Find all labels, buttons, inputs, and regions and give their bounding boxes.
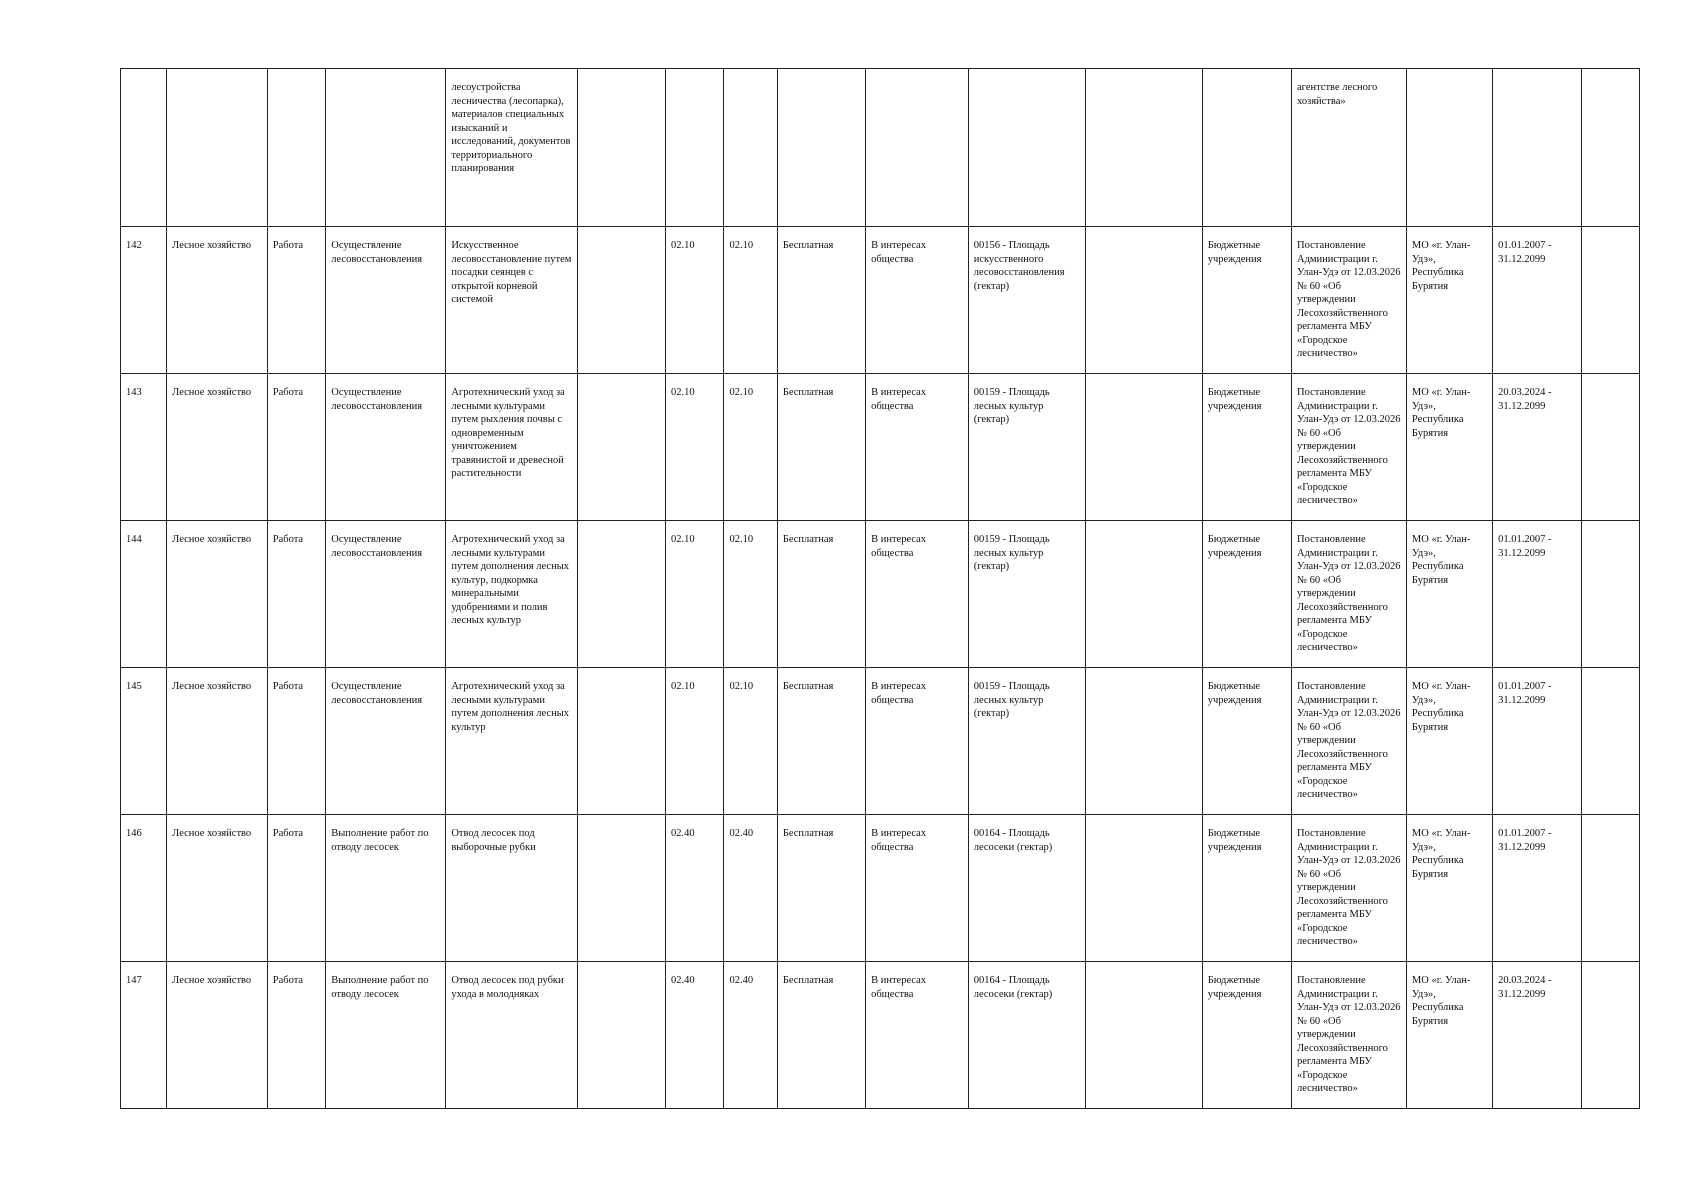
cell-name: Осуществление лесовосстановления	[326, 227, 446, 374]
cell-period: 20.03.2024 - 31.12.2099	[1493, 374, 1582, 521]
cell-sphere: Лесное хозяйство	[167, 227, 268, 374]
cell-sphere: Лесное хозяйство	[167, 374, 268, 521]
cell-act: агентстве лесного хозяйства»	[1291, 69, 1406, 227]
cell-empty	[1085, 227, 1202, 374]
cell-type	[267, 69, 326, 227]
cell-empty	[1085, 815, 1202, 962]
cell-territory	[1406, 69, 1492, 227]
cell-code2	[724, 69, 777, 227]
cell-consumers: Бюджетные учреждения	[1202, 815, 1291, 962]
cell-pay: Бесплатная	[777, 374, 865, 521]
cell-sphere: Лесное хозяйство	[167, 521, 268, 668]
cell-type: Работа	[267, 227, 326, 374]
cell-territory: МО «г. Улан-Удэ», Республика Бурятия	[1406, 374, 1492, 521]
cell-code2: 02.40	[724, 962, 777, 1109]
cell-interest: В интересах общества	[866, 815, 969, 962]
table-row	[121, 521, 1640, 668]
cell-act: Постановление Администрации г. Улан-Удэ от 12.03.2026 № 60 «Об утверждении Лесохозяйственного регламента МБУ «Городское лесничество»	[1291, 374, 1406, 521]
cell-code1: 02.10	[665, 374, 724, 521]
cell-act: Постановление Администрации г. Улан-Удэ от 12.03.2026 № 60 «Об утверждении Лесохозяйственного регламента МБУ «Городское лесничество»	[1291, 227, 1406, 374]
table-row	[121, 227, 1640, 374]
cell-interest: В интересах общества	[866, 668, 969, 815]
cell-interest: В интересах общества	[866, 962, 969, 1109]
cell-num: 146	[121, 815, 167, 962]
cell-territory: МО «г. Улан-Удэ», Республика Бурятия	[1406, 668, 1492, 815]
cell-indicator	[968, 69, 1085, 227]
cell-num: 144	[121, 521, 167, 668]
cell-empty	[1085, 374, 1202, 521]
cell-content: Агротехнический уход за лесными культурами путем дополнения лесных культур	[446, 668, 577, 815]
services-registry-table	[120, 68, 1640, 1109]
cell-period: 20.03.2024 - 31.12.2099	[1493, 962, 1582, 1109]
cell-empty	[1085, 521, 1202, 668]
cell-name: Осуществление лесовосстановления	[326, 374, 446, 521]
cell-empty	[577, 962, 665, 1109]
table-row	[121, 815, 1640, 962]
cell-content: лесоустройства лесничества (лесопарка), материалов специальных изысканий и исследований, документов территориального планирования	[446, 69, 577, 227]
cell-pay: Бесплатная	[777, 521, 865, 668]
cell-code2: 02.40	[724, 815, 777, 962]
cell-code2: 02.10	[724, 227, 777, 374]
cell-territory: МО «г. Улан-Удэ», Республика Бурятия	[1406, 227, 1492, 374]
cell-empty	[1582, 668, 1640, 815]
cell-empty	[1582, 374, 1640, 521]
cell-empty	[1085, 668, 1202, 815]
cell-pay	[777, 69, 865, 227]
cell-name: Выполнение работ по отводу лесосек	[326, 815, 446, 962]
cell-content: Отвод лесосек под выборочные рубки	[446, 815, 577, 962]
cell-name: Выполнение работ по отводу лесосек	[326, 962, 446, 1109]
cell-indicator: 00164 - Площадь лесосеки (гектар)	[968, 815, 1085, 962]
cell-content: Агротехнический уход за лесными культурами путем рыхления почвы с одновременным уничтожением травянистой и древесной растительности	[446, 374, 577, 521]
cell-sphere: Лесное хозяйство	[167, 668, 268, 815]
cell-empty	[1582, 227, 1640, 374]
cell-num: 145	[121, 668, 167, 815]
cell-territory: МО «г. Улан-Удэ», Республика Бурятия	[1406, 521, 1492, 668]
cell-empty	[577, 815, 665, 962]
cell-period: 01.01.2007 - 31.12.2099	[1493, 668, 1582, 815]
cell-indicator: 00156 - Площадь искусственного лесовосстановления (гектар)	[968, 227, 1085, 374]
cell-indicator: 00164 - Площадь лесосеки (гектар)	[968, 962, 1085, 1109]
cell-code2: 02.10	[724, 521, 777, 668]
cell-name: Осуществление лесовосстановления	[326, 521, 446, 668]
table-row	[121, 668, 1640, 815]
cell-consumers: Бюджетные учреждения	[1202, 962, 1291, 1109]
cell-act: Постановление Администрации г. Улан-Удэ от 12.03.2026 № 60 «Об утверждении Лесохозяйственного регламента МБУ «Городское лесничество»	[1291, 962, 1406, 1109]
cell-interest	[866, 69, 969, 227]
cell-num	[121, 69, 167, 227]
cell-type: Работа	[267, 668, 326, 815]
cell-sphere: Лесное хозяйство	[167, 815, 268, 962]
cell-territory: МО «г. Улан-Удэ», Республика Бурятия	[1406, 815, 1492, 962]
cell-territory: МО «г. Улан-Удэ», Республика Бурятия	[1406, 962, 1492, 1109]
cell-period	[1493, 69, 1582, 227]
cell-code2: 02.10	[724, 668, 777, 815]
cell-content: Искусственное лесовосстановление путем посадки сеянцев с открытой корневой системой	[446, 227, 577, 374]
cell-content: Агротехнический уход за лесными культурами путем дополнения лесных культур, подкормка минеральными удобрениями и полив лесных культур	[446, 521, 577, 668]
cell-empty	[1582, 69, 1640, 227]
cell-indicator: 00159 - Площадь лесных культур (гектар)	[968, 521, 1085, 668]
cell-type: Работа	[267, 521, 326, 668]
cell-consumers: Бюджетные учреждения	[1202, 521, 1291, 668]
cell-empty	[1582, 521, 1640, 668]
cell-pay: Бесплатная	[777, 668, 865, 815]
cell-code1: 02.40	[665, 815, 724, 962]
cell-type: Работа	[267, 815, 326, 962]
cell-empty	[577, 227, 665, 374]
cell-pay: Бесплатная	[777, 815, 865, 962]
cell-num: 142	[121, 227, 167, 374]
cell-empty	[577, 374, 665, 521]
cell-empty	[1085, 962, 1202, 1109]
cell-empty	[1085, 69, 1202, 227]
cell-act: Постановление Администрации г. Улан-Удэ от 12.03.2026 № 60 «Об утверждении Лесохозяйственного регламента МБУ «Городское лесничество»	[1291, 668, 1406, 815]
cell-type: Работа	[267, 374, 326, 521]
cell-content: Отвод лесосек под рубки ухода в молодняках	[446, 962, 577, 1109]
table-row	[121, 374, 1640, 521]
cell-code2: 02.10	[724, 374, 777, 521]
cell-period: 01.01.2007 - 31.12.2099	[1493, 521, 1582, 668]
cell-code1: 02.10	[665, 668, 724, 815]
cell-pay: Бесплатная	[777, 227, 865, 374]
cell-act: Постановление Администрации г. Улан-Удэ от 12.03.2026 № 60 «Об утверждении Лесохозяйственного регламента МБУ «Городское лесничество»	[1291, 521, 1406, 668]
cell-period: 01.01.2007 - 31.12.2099	[1493, 227, 1582, 374]
cell-empty	[1582, 815, 1640, 962]
cell-num: 147	[121, 962, 167, 1109]
cell-interest: В интересах общества	[866, 521, 969, 668]
cell-empty	[577, 521, 665, 668]
cell-consumers	[1202, 69, 1291, 227]
cell-consumers: Бюджетные учреждения	[1202, 374, 1291, 521]
cell-empty	[577, 668, 665, 815]
cell-code1: 02.10	[665, 521, 724, 668]
cell-act: Постановление Администрации г. Улан-Удэ от 12.03.2026 № 60 «Об утверждении Лесохозяйственного регламента МБУ «Городское лесничество»	[1291, 815, 1406, 962]
table-body	[121, 69, 1640, 1109]
cell-name	[326, 69, 446, 227]
cell-period: 01.01.2007 - 31.12.2099	[1493, 815, 1582, 962]
cell-indicator: 00159 - Площадь лесных культур (гектар)	[968, 668, 1085, 815]
table-row-continuation	[121, 69, 1640, 227]
table-row	[121, 962, 1640, 1109]
cell-consumers: Бюджетные учреждения	[1202, 668, 1291, 815]
cell-empty	[577, 69, 665, 227]
cell-code1	[665, 69, 724, 227]
cell-sphere: Лесное хозяйство	[167, 962, 268, 1109]
cell-code1: 02.40	[665, 962, 724, 1109]
cell-type: Работа	[267, 962, 326, 1109]
cell-consumers: Бюджетные учреждения	[1202, 227, 1291, 374]
cell-interest: В интересах общества	[866, 227, 969, 374]
cell-sphere	[167, 69, 268, 227]
cell-code1: 02.10	[665, 227, 724, 374]
cell-pay: Бесплатная	[777, 962, 865, 1109]
cell-interest: В интересах общества	[866, 374, 969, 521]
cell-name: Осуществление лесовосстановления	[326, 668, 446, 815]
cell-indicator: 00159 - Площадь лесных культур (гектар)	[968, 374, 1085, 521]
cell-num: 143	[121, 374, 167, 521]
cell-empty	[1582, 962, 1640, 1109]
